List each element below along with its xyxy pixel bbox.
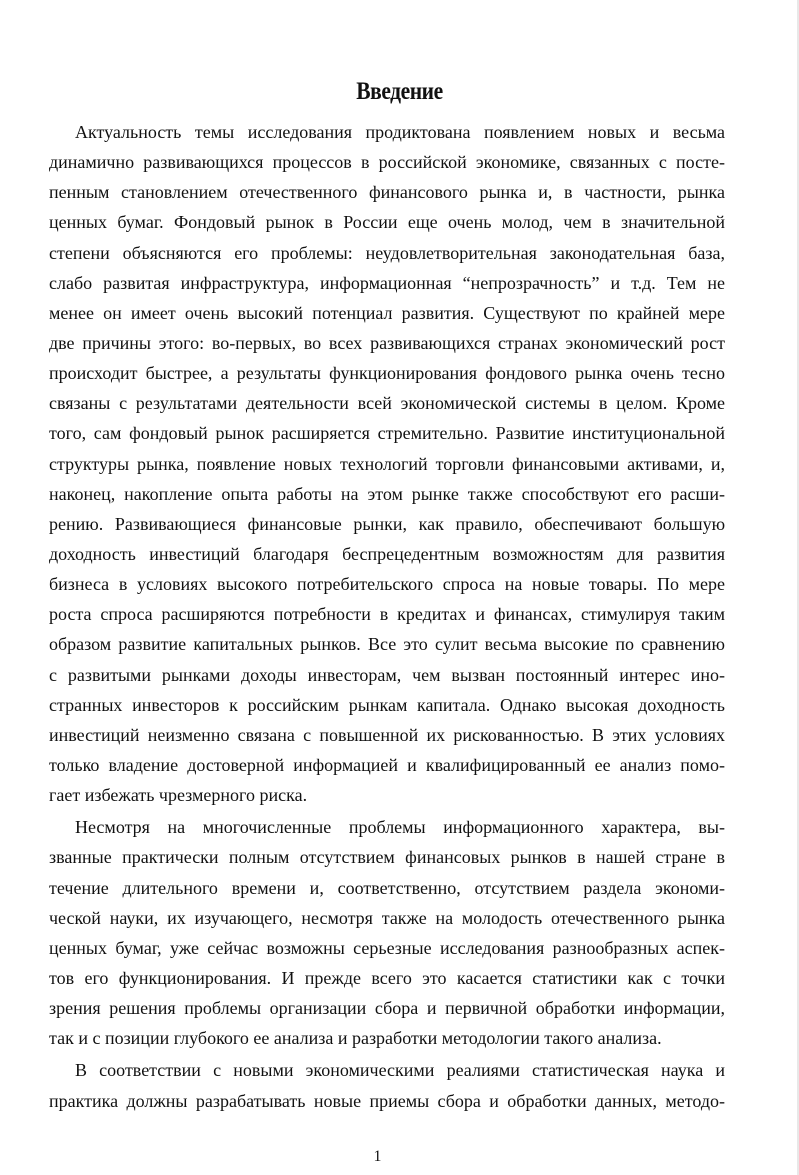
text-line: В соответствии с новыми экономическими реалиями статистическая наука и — [75, 1060, 726, 1081]
text-line: инвестиций неизменно связана с повышенной их рискованностью. В этих условиях — [49, 724, 726, 745]
text-line: ценных бумаг, уже сейчас возможны серьезные исследования разнообразных аспек- — [49, 937, 725, 958]
text-line: званные практически полным отсутствием финансовых рынков в нашей стране в — [49, 847, 725, 868]
page-title: Введение — [356, 78, 443, 105]
text-line: ценных бумаг. Фондовый рынок в России еще очень молод, чем в значительной — [49, 212, 726, 233]
text-line: происходит быстрее, а результаты функционирования фондового рынка очень тесно — [49, 363, 725, 384]
text-line: две причины этого: во-первых, во всех развивающихся странах экономический рост — [49, 332, 725, 353]
text-line: доходность инвестиций благодаря беспрецедентным возможностям для развития — [49, 543, 725, 564]
text-line: связаны с результатами деятельности всей экономической системы в целом. Кроме — [49, 393, 726, 414]
text-line: динамично развивающихся процессов в российской экономике, связанных с посте- — [49, 152, 725, 173]
text-line: практика должны разрабатывать новые приемы сбора и обработки данных, методо- — [49, 1090, 725, 1111]
text-line: рению. Развивающиеся финансовые рынки, как правило, обеспечивают большую — [49, 513, 726, 534]
text-line: образом развитие капитальных рынков. Все это сулит весьма высокие по сравнению — [49, 634, 725, 655]
text-line: с развитыми рынками доходы инвесторам, чем вызван постоянный интерес ино- — [49, 664, 725, 685]
text-line: гает избежать чрезмерного риска. — [49, 785, 308, 806]
text-line: наконец, накопление опыта работы на этом рынке также способствуют его расши- — [49, 483, 725, 504]
paragraph-3 — [49, 1055, 725, 1115]
text-line: только владение достоверной информацией и квалифицированный ее анализ помо- — [49, 754, 725, 775]
text-line: ческой науки, их изучающего, несмотря также на молодость отечественного рынка — [49, 907, 726, 928]
paragraph-2 — [49, 812, 725, 1053]
text-line: слабо развитая инфраструктура, информационная “непрозрачность” и т.д. Тем не — [49, 272, 725, 293]
page-number: 1 — [373, 1148, 382, 1165]
text-line: структуры рынка, появление новых технологий торговли финансовыми активами, и, — [49, 453, 726, 474]
text-line: зрения решения проблемы организации сбора и первичной обработки информации, — [49, 998, 726, 1019]
text-line: тов его функционирования. И прежде всего это касается статистики как с точки — [49, 967, 725, 988]
text-line: роста спроса расширяются потребности в кредитах и финансах, стимулируя таким — [49, 604, 726, 625]
text-line: странных инвесторов к российским рынкам капитала. Однако высокая доходность — [49, 694, 725, 715]
text-line: Актуальность темы исследования продиктована появлением новых и весьма — [75, 122, 726, 142]
paragraph-1 — [49, 117, 725, 810]
text-line: бизнеса в условиях высокого потребительского спроса на новые товары. По мере — [49, 574, 726, 595]
text-line: течение длительного времени и, соответственно, отсутствием раздела экономи- — [49, 877, 726, 898]
text-line: так и с позиции глубокого ее анализа и разработки методологии такого анализа. — [49, 1028, 662, 1049]
text-line: степени объясняются его проблемы: неудовлетворительная законодательная база, — [49, 242, 725, 263]
body-text — [49, 117, 725, 1116]
text-line: менее он имеет очень высокий потенциал развития. Существуют по крайней мере — [49, 302, 725, 323]
text-line: Несмотря на многочисленные проблемы информационного характера, вы- — [75, 817, 726, 838]
text-line: того, сам фондовый рынок расширяется стремительно. Развитие институциональной — [49, 423, 725, 444]
text-line: пенным становлением отечественного финансового рынка и, в частности, рынка — [49, 182, 725, 203]
